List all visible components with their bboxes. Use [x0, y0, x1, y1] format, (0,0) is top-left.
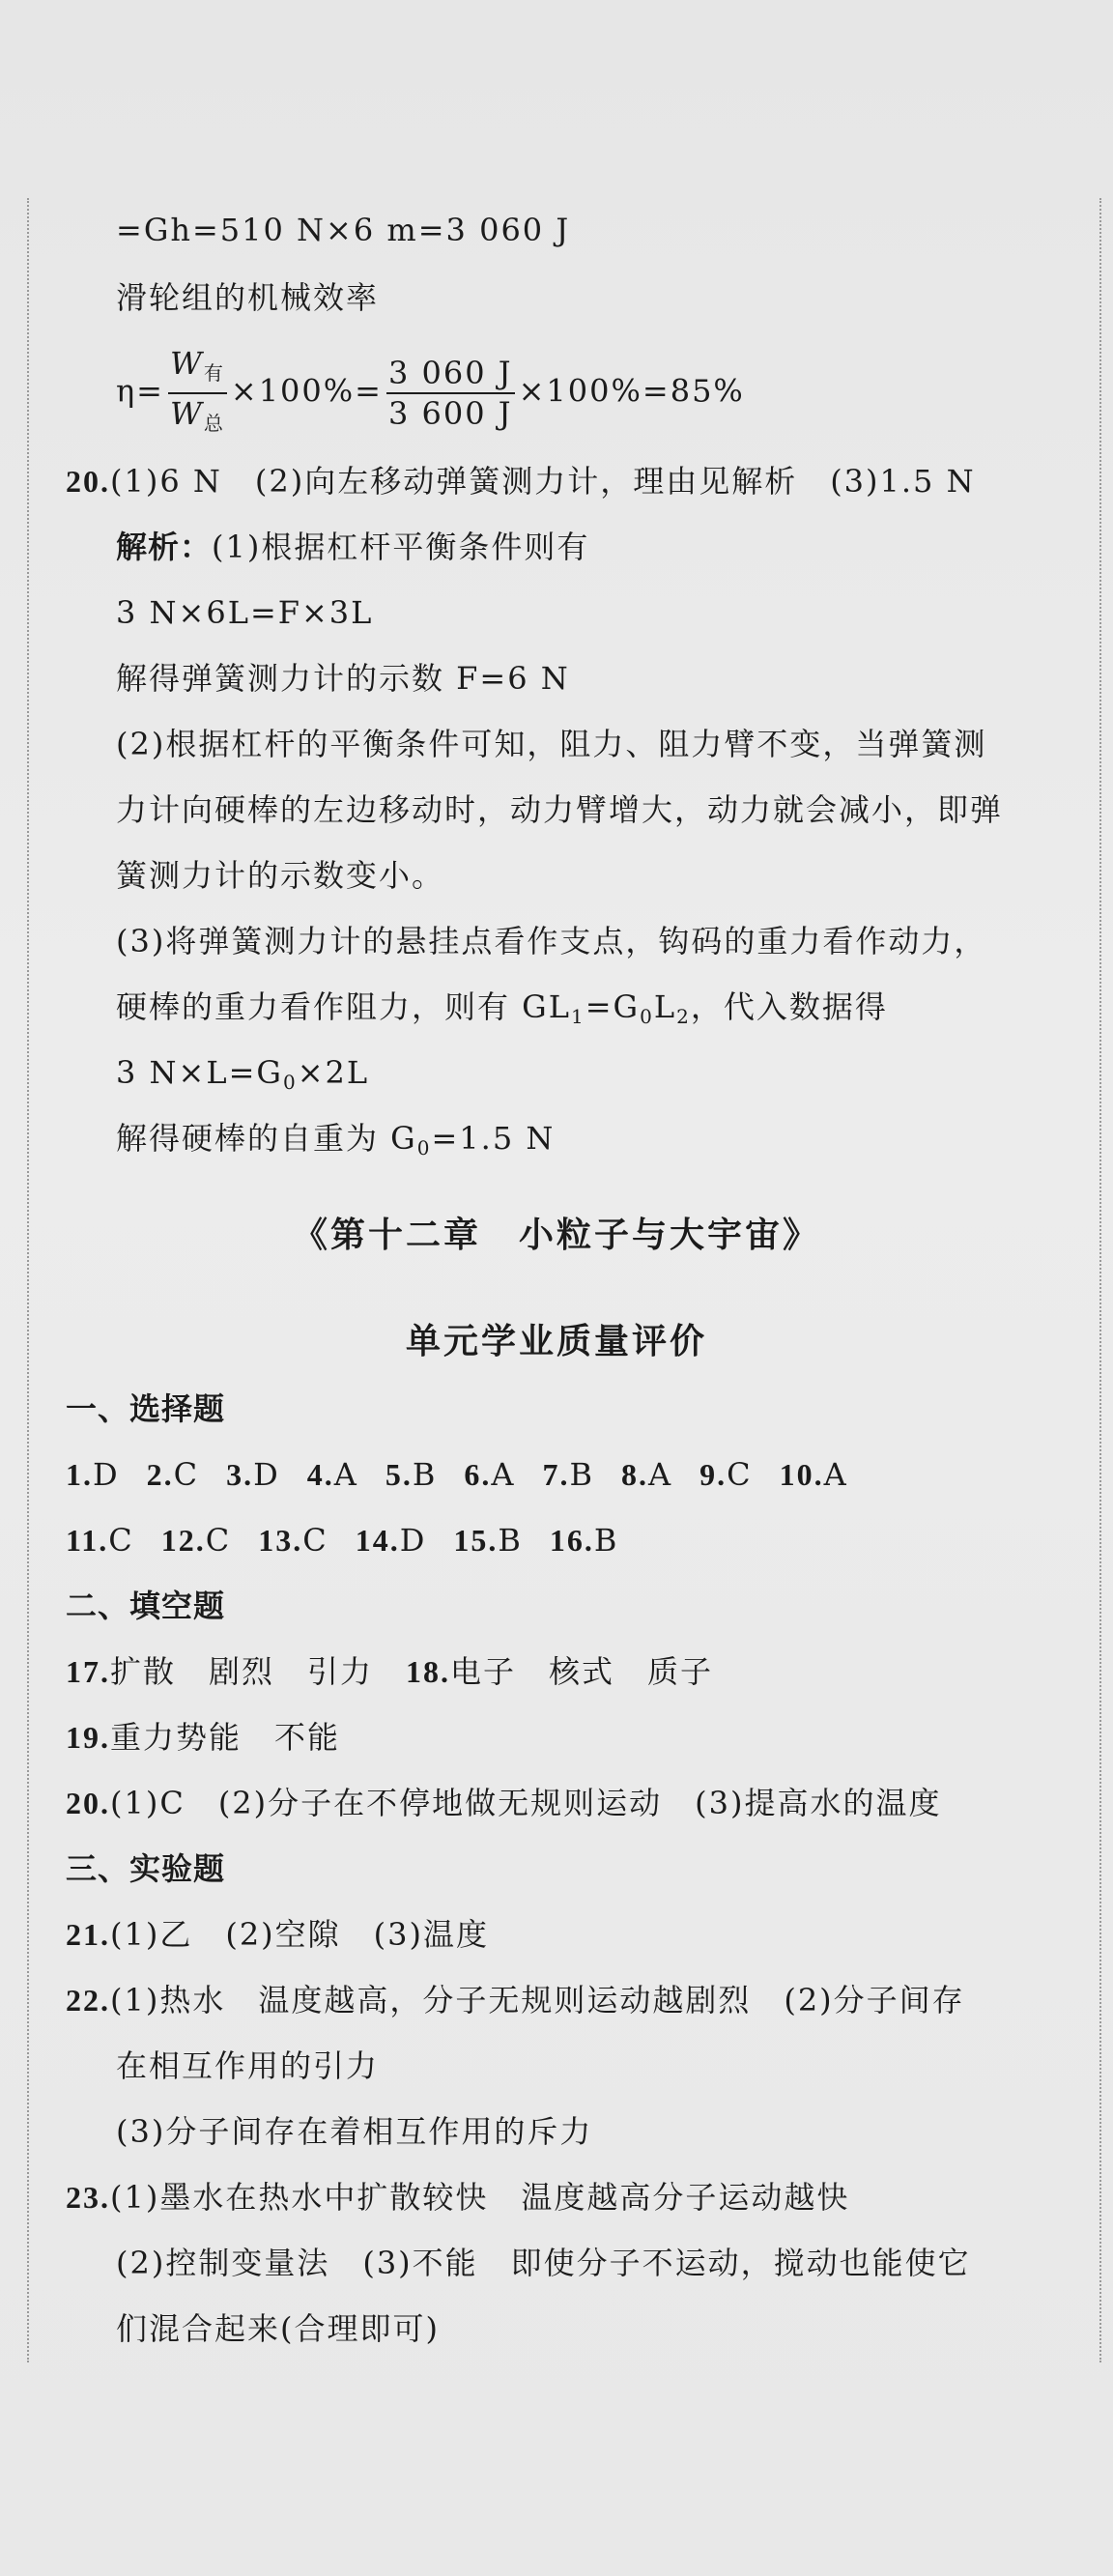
- answer-letter: B: [498, 1522, 523, 1559]
- q20b-answer: 20.(1)C (2)分子在不停地做无规则运动 (3)提高水的温度: [66, 1785, 942, 1821]
- choice-answer: [464, 1456, 515, 1493]
- answer-letter: C: [302, 1522, 328, 1559]
- equation-line: 3 N×6L=F×3L: [116, 594, 374, 631]
- choice-answer: [147, 1456, 199, 1493]
- question-number: 16.: [549, 1523, 594, 1558]
- calc-work-line: =Gh=510 N×6 m=3 060 J: [116, 212, 571, 248]
- choice-answer: [550, 1522, 619, 1559]
- part2-heading: 二、填空题: [66, 1588, 226, 1624]
- question-number: 11.: [66, 1523, 109, 1558]
- choice-answer: [385, 1456, 438, 1493]
- q23-answer-line-2: (2)控制变量法 (3)不能 即使分子不运动，搅动也能使它: [116, 2245, 971, 2281]
- question-number: 12.: [160, 1523, 206, 1558]
- question-number: 6.: [464, 1457, 492, 1492]
- q22-answer-line-2: 在相互作用的引力: [116, 2047, 380, 2084]
- answer-letter: D: [93, 1456, 120, 1493]
- question-number: 13.: [258, 1523, 303, 1558]
- efficiency-formula: η= $\frac{W_有}{W_总}$ ×100%= $\frac{3 060 J}{3 600 J}$ ×100%=85%: [116, 344, 745, 443]
- answer-letter: A: [823, 1456, 848, 1493]
- question-number: 1.: [66, 1457, 93, 1492]
- choice-answer: [543, 1456, 595, 1493]
- analysis-2-line-1: (2)根据杠杆的平衡条件可知，阻力、阻力臂不变，当弹簧测: [116, 726, 987, 762]
- q23-answer-line-1: 23.(1)墨水在热水中扩散较快 温度越高分子运动越快: [66, 2179, 850, 2216]
- question-number: 8.: [621, 1457, 649, 1492]
- q22-answer-line-3: (3)分子间存在着相互作用的斥力: [116, 2113, 593, 2150]
- choice-answer: [66, 1456, 120, 1493]
- question-number: 14.: [355, 1523, 400, 1558]
- answer-letter: A: [648, 1456, 673, 1493]
- choice-answer: [453, 1522, 523, 1559]
- choice-answer: [161, 1522, 231, 1559]
- question-number: 15.: [453, 1523, 499, 1558]
- choice-answer: [621, 1456, 672, 1493]
- part3-heading: 三、实验题: [66, 1850, 226, 1887]
- question-number: 3.: [226, 1457, 254, 1492]
- q23-answer-line-3: 们混合起来(合理即可): [116, 2310, 440, 2347]
- analysis-line: 解析：(1)根据杠杆平衡条件则有: [116, 529, 590, 565]
- answer-letter: B: [569, 1456, 595, 1493]
- choice-answer: [307, 1456, 358, 1493]
- answer-letter: A: [333, 1456, 358, 1493]
- choice-answer: [66, 1522, 134, 1559]
- answer-letter: C: [173, 1456, 200, 1493]
- left-margin-line: [27, 198, 29, 2362]
- choice-row-1: [66, 1455, 875, 1494]
- analysis-2-line-3: 簧测力计的示数变小。: [116, 857, 445, 894]
- result-line: 解得弹簧测力计的示数 F=6 N: [116, 660, 570, 697]
- answer-letter: C: [727, 1456, 753, 1493]
- efficiency-label: 滑轮组的机械效率: [116, 279, 380, 316]
- fraction-w: $\frac{W_有}{W_总}$: [169, 345, 225, 435]
- question-number: 10.: [779, 1457, 824, 1492]
- answer-letter: C: [205, 1522, 232, 1559]
- q19-answer: 19.重力势能 不能: [66, 1719, 341, 1756]
- analysis-3-line-4: 解得硬棒的自重为 $G_0=1.5$ N: [116, 1120, 556, 1159]
- choice-answer: [356, 1522, 427, 1559]
- q22-answer-line-1: 22.(1)热水 温度越高，分子无规则运动越剧烈 (2)分子间存: [66, 1982, 965, 2018]
- choice-answer: [226, 1456, 280, 1493]
- part1-heading: 一、选择题: [66, 1390, 226, 1427]
- answer-letter: A: [491, 1456, 516, 1493]
- q20-answer: 20.(1)6 N (2)向左移动弹簧测力计，理由见解析 (3)1.5 N: [66, 463, 976, 500]
- answer-letter: B: [593, 1522, 619, 1559]
- analysis-3-line-2: 硬棒的重力看作阻力，则有 $GL_1=G_0L_2$，代入数据得: [116, 988, 888, 1028]
- q17-q18-answer: 17.扩散 剧烈 引力 18.电子 核式 质子: [66, 1653, 714, 1690]
- choice-answer: [699, 1456, 752, 1493]
- analysis-3-line-1: (3)将弹簧测力计的悬挂点看作支点，钩码的重力看作动力，: [116, 923, 987, 959]
- q21-answer: 21.(1)乙 (2)空隙 (3)温度: [66, 1916, 489, 1953]
- answer-letter: C: [108, 1522, 134, 1559]
- analysis-2-line-2: 力计向硬棒的左边移动时，动力臂增大，动力就会减小，即弹: [116, 791, 1004, 828]
- fraction-values: $\frac{3 060 J}{3 600 J}$: [387, 355, 513, 432]
- answer-letter: B: [412, 1456, 438, 1493]
- right-margin-line: [1099, 198, 1101, 2362]
- question-number: 2.: [146, 1457, 174, 1492]
- choice-row-2: [66, 1521, 645, 1560]
- analysis-3-line-3: 3 $N\times L=G_0\times 2L$: [116, 1054, 370, 1094]
- answer-letter: D: [399, 1522, 427, 1559]
- answer-letter: D: [253, 1456, 280, 1493]
- question-number: 5.: [385, 1457, 413, 1492]
- question-number: 7.: [542, 1457, 570, 1492]
- question-number: 4.: [306, 1457, 334, 1492]
- choice-answer: [780, 1456, 848, 1493]
- question-number: 9.: [699, 1457, 728, 1492]
- chapter-title: 《第十二章 小粒子与大宇宙》: [292, 1216, 820, 1255]
- choice-answer: [258, 1522, 328, 1559]
- section-title: 单元学业质量评价: [405, 1322, 707, 1361]
